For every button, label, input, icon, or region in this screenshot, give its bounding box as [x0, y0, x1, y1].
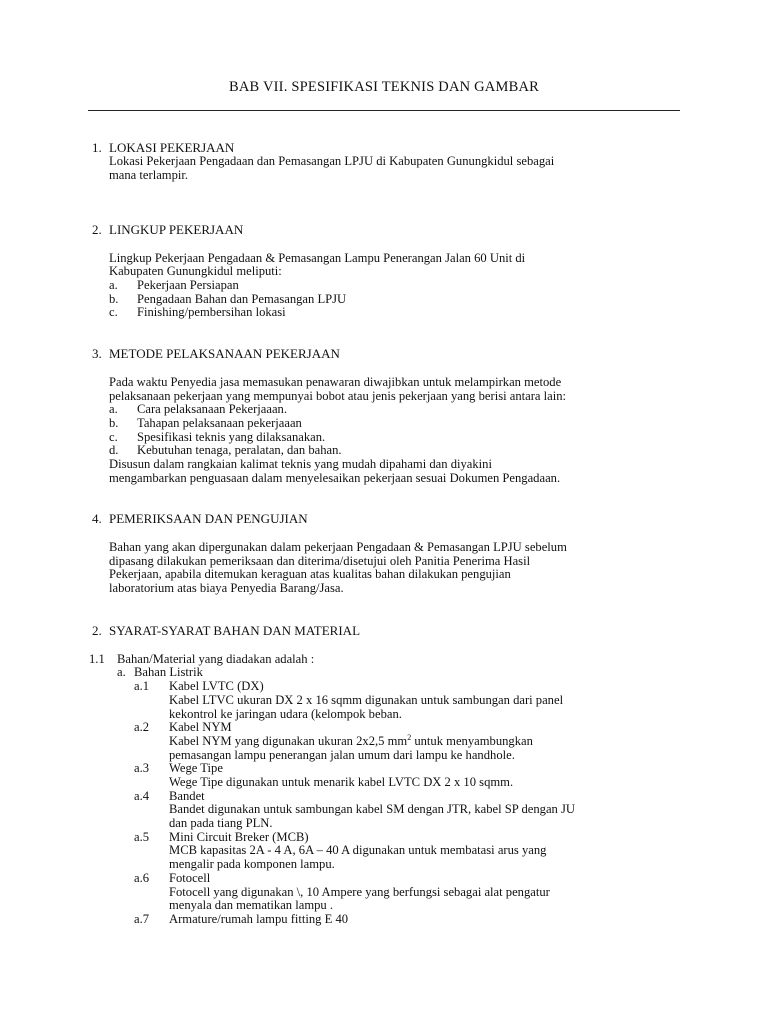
spec-description-line: MCB kapasitas 2A - 4 A, 6A – 40 A digunakan untuk membatasi arus yang [169, 843, 547, 857]
spec-name: Kabel LVTC (DX) [169, 679, 264, 693]
section-3-closing-line: mengambarkan penguasaan dalam menyelesaikan pekerjaan sesuai Dokumen Pengadaan. [109, 471, 561, 485]
spec-name: Fotocell [169, 871, 211, 885]
section-2-text-line: Lingkup Pekerjaan Pengadaan & Pemasangan Lampu Penerangan Jalan 60 Unit di [109, 251, 526, 265]
subsection-text: Bahan/Material yang diadakan adalah : [117, 652, 315, 666]
spec-name: Wege Tipe [169, 761, 223, 775]
section-2-heading: LINGKUP PEKERJAAN [109, 222, 244, 237]
section-4-text-line: laboratorium atas biaya Penyedia Barang/Jasa. [109, 581, 344, 595]
list-marker: a. [109, 402, 118, 416]
spec-description-line [169, 734, 533, 748]
section-2-number: 2. [92, 222, 102, 237]
page-title: BAB VII. SPESIFIKASI TEKNIS DAN GAMBAR [229, 79, 539, 95]
section-4-heading: PEMERIKSAAN DAN PENGUJIAN [109, 511, 308, 526]
list-item: Pengadaan Bahan dan Pemasangan LPJU [137, 292, 347, 306]
spec-marker: a.5 [134, 830, 150, 844]
section-1-text-line: Lokasi Pekerjaan Pengadaan dan Pemasangan LPJU di Kabupaten Gunungkidul sebagai [109, 154, 555, 168]
spec-description-tail: untuk menyambungkan [411, 734, 533, 748]
spec-marker: a.4 [134, 789, 150, 803]
list-item: Tahapan pelaksanaan pekerjaaan [137, 416, 302, 430]
spec-name: Mini Circuit Breker (MCB) [169, 830, 309, 844]
spec-marker: a.6 [134, 871, 150, 885]
section-3-closing-line: Disusun dalam rangkaian kalimat teknis yang mudah dipahami dan diyakini [109, 457, 492, 471]
list-marker: c. [109, 305, 118, 319]
spec-name: Bandet [169, 789, 205, 803]
list-item: Finishing/pembersihan lokasi [137, 305, 286, 319]
section-3-heading: METODE PELAKSANAAN PEKERJAAN [109, 346, 340, 361]
spec-description-line: Wege Tipe digunakan untuk menarik kabel LVTC DX 2 x 10 sqmm. [169, 775, 514, 789]
section-5-number: 2. [92, 623, 102, 638]
spec-name: Kabel NYM [169, 720, 232, 734]
section-1-heading: LOKASI PEKERJAAN [109, 140, 235, 155]
spec-description-line: mengalir pada komponen lampu. [169, 857, 335, 871]
spec-marker: a.7 [134, 912, 150, 926]
section-5-heading: SYARAT-SYARAT BAHAN DAN MATERIAL [109, 623, 361, 638]
section-3-text-line: Pada waktu Penyedia jasa memasukan penawaran diwajibkan untuk melampirkan metode [109, 375, 562, 389]
spec-description-line: kekontrol ke jaringan udara (kelompok beban. [169, 707, 402, 721]
spec-description-line: Bandet digunakan untuk sambungan kabel SM dengan JTR, kabel SP dengan JU [169, 802, 575, 816]
section-4-number: 4. [92, 511, 102, 526]
list-marker: b. [109, 416, 119, 430]
section-1-number: 1. [92, 140, 102, 155]
group-marker: a. [117, 665, 126, 679]
list-item: Spesifikasi teknis yang dilaksanakan. [137, 430, 326, 444]
section-4-text-line: Pekerjaan, apabila ditemukan keraguan atas kualitas bahan dilakukan pengujian [109, 567, 511, 581]
spec-name: Armature/rumah lampu fitting E 40 [169, 912, 349, 926]
section-2-text-line: Kabupaten Gunungkidul meliputi: [109, 264, 282, 278]
list-marker: c. [109, 430, 118, 444]
list-marker: a. [109, 278, 118, 292]
list-item: Kebutuhan tenaga, peralatan, dan bahan. [137, 443, 342, 457]
spec-description-line: menyala dan mematikan lampu . [169, 898, 334, 912]
section-1-text-line: mana terlampir. [109, 168, 189, 182]
section-4-text-line: Bahan yang akan dipergunakan dalam pekerjaan Pengadaan & Pemasangan LPJU sebelum [109, 540, 567, 554]
group-title: Bahan Listrik [134, 665, 203, 679]
spec-description-text: Kabel NYM yang digunakan ukuran 2x2,5 mm [169, 734, 408, 748]
superscript: 2 [407, 732, 412, 742]
spec-marker: a.1 [134, 679, 150, 693]
spec-marker: a.2 [134, 720, 150, 734]
list-item: Pekerjaan Persiapan [137, 278, 239, 292]
list-marker: d. [109, 443, 119, 457]
section-3-text-line: pelaksanaan pekerjaan yang mempunyai bobot atau jenis pekerjaan yang berisi antara lain: [109, 389, 567, 403]
section-4-text-line: dipasang dilakukan pemeriksaan dan diterima/disetujui oleh Panitia Penerima Hasil [109, 554, 531, 568]
list-item: Cara pelaksanaan Pekerjaaan. [137, 402, 287, 416]
spec-description-line: Kabel LTVC ukuran DX 2 x 16 sqmm digunakan untuk sambungan dari panel [169, 693, 564, 707]
section-3-number: 3. [92, 346, 102, 361]
spec-description-line: pemasangan lampu penerangan jalan umum dari lampu ke handhole. [169, 748, 515, 762]
spec-marker: a.3 [134, 761, 150, 775]
spec-description-line: dan pada tiang PLN. [169, 816, 273, 830]
list-marker: b. [109, 292, 119, 306]
spec-description-line: Fotocell yang digunakan \, 10 Ampere yang berfungsi sebagai alat pengatur [169, 885, 550, 899]
subsection-number: 1.1 [89, 652, 105, 666]
title-divider [88, 110, 680, 111]
